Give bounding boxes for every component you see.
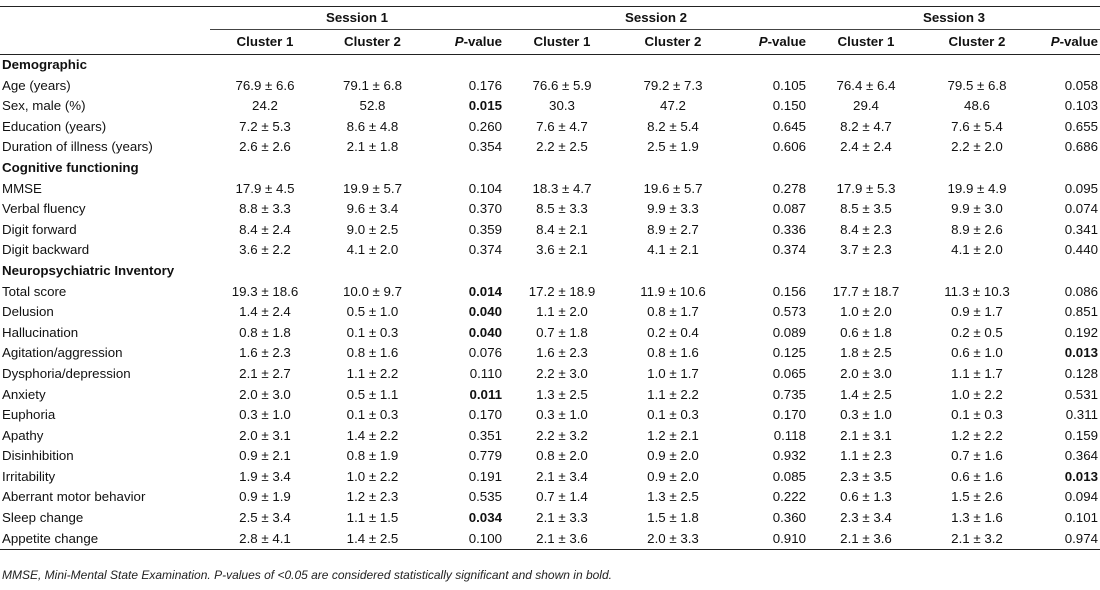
- session-2-header: Session 2: [504, 7, 808, 30]
- mean-sd-cell: 8.4 ± 2.4: [239, 221, 291, 237]
- p-value-cell: 0.100: [425, 529, 504, 550]
- mean-sd-cell: 7.2 ± 5.3: [239, 118, 291, 134]
- mean-sd-cell: 0.1 ± 0.3: [346, 407, 399, 423]
- mean-sd-cell: 2.5 ± 3.4: [239, 510, 291, 526]
- p-value-cell: 0.910: [726, 529, 808, 550]
- p-value-cell: 0.260: [468, 118, 502, 134]
- mean-sd-cell: 1.6 ± 2.3: [536, 345, 588, 361]
- mean-sd-cell: 1.9 ± 3.4: [239, 468, 291, 484]
- mean-sd-cell: 0.6 ± 1.8: [840, 324, 892, 340]
- p-value-cell: 0.655: [1064, 118, 1098, 134]
- table-row: [0, 467, 1100, 488]
- mean-sd-cell: 2.6 ± 2.6: [239, 139, 291, 155]
- row-label: Dysphoria/depression: [2, 365, 131, 381]
- mean-sd-cell: 8.9 ± 2.7: [647, 221, 699, 237]
- p-value-cell: 0.170: [468, 407, 502, 423]
- table-row: [0, 508, 1100, 529]
- mean-sd-cell: 1.1 ± 2.0: [536, 304, 588, 320]
- row-label: Agitation/aggression: [2, 345, 123, 361]
- table-row: [0, 96, 1100, 117]
- p-value-cell: 0.606: [772, 139, 806, 155]
- mean-sd-cell: 0.7 ± 1.4: [536, 489, 588, 505]
- mean-sd-cell: 1.1 ± 2.3: [840, 448, 892, 464]
- row-label: Digit backward: [2, 242, 90, 258]
- s1-pvalue-header: P-value: [425, 30, 504, 55]
- row-label: Education (years): [2, 118, 107, 134]
- table-row: [0, 487, 1100, 508]
- row-label: Digit forward: [2, 221, 77, 237]
- p-value-cell: 0.364: [1064, 448, 1098, 464]
- p-value-cell: 0.103: [1064, 98, 1098, 114]
- s3-cluster1-header: Cluster 1: [808, 30, 924, 55]
- s2-pvalue-header: P-value: [726, 30, 808, 55]
- mean-sd-cell: 48.6: [964, 98, 990, 114]
- mean-sd-cell: 79.5 ± 6.8: [947, 77, 1007, 93]
- mean-sd-cell: 1.1 ± 2.2: [647, 386, 699, 402]
- mean-sd-cell: 0.3 ± 1.0: [239, 407, 291, 423]
- row-label: Aberrant motor behavior: [2, 489, 146, 505]
- p-value-cell: 0.013: [1064, 468, 1098, 484]
- mean-sd-cell: 1.3 ± 1.6: [951, 510, 1003, 526]
- mean-sd-cell: 79.1 ± 6.8: [342, 77, 403, 93]
- p-value-cell: 0.440: [1064, 242, 1098, 258]
- mean-sd-cell: 19.9 ± 5.7: [342, 180, 403, 196]
- row-label: Duration of illness (years): [2, 139, 153, 155]
- mean-sd-cell: 2.1 ± 3.6: [504, 529, 620, 550]
- s3-cluster2-header: Cluster 2: [924, 30, 1030, 55]
- p-value-cell: 0.086: [1064, 283, 1098, 299]
- table-footnote: MMSE, Mini-Mental State Examination. P-values of <0.05 are considered statistically significant and shown in bold.: [2, 568, 612, 582]
- p-value-cell: 0.535: [468, 489, 502, 505]
- row-label: Disinhibition: [2, 448, 74, 464]
- p-value-cell: 0.034: [468, 510, 502, 526]
- mean-sd-cell: 1.1 ± 2.2: [346, 365, 399, 381]
- mean-sd-cell: 2.1 ± 3.4: [536, 468, 588, 484]
- p-value-cell: 0.065: [772, 365, 806, 381]
- mean-sd-cell: 2.3 ± 3.4: [840, 510, 892, 526]
- mean-sd-cell: 8.5 ± 3.5: [840, 201, 892, 217]
- mean-sd-cell: 1.1 ± 1.5: [346, 510, 399, 526]
- mean-sd-cell: 0.8 ± 1.8: [239, 324, 291, 340]
- mean-sd-cell: 8.9 ± 2.6: [951, 221, 1003, 237]
- mean-sd-cell: 8.6 ± 4.8: [346, 118, 399, 134]
- p-value-cell: 0.118: [773, 427, 806, 443]
- mean-sd-cell: 1.3 ± 2.5: [536, 386, 588, 402]
- mean-sd-cell: 0.7 ± 1.6: [951, 448, 1003, 464]
- mean-sd-cell: 1.3 ± 2.5: [647, 489, 699, 505]
- mean-sd-cell: 8.4 ± 2.3: [840, 221, 892, 237]
- mean-sd-cell: 4.1 ± 2.0: [951, 242, 1003, 258]
- p-value-cell: 0.370: [468, 201, 502, 217]
- table-row: [0, 426, 1100, 447]
- mean-sd-cell: 3.6 ± 2.2: [239, 242, 291, 258]
- mean-sd-cell: 0.3 ± 1.0: [536, 407, 588, 423]
- row-label: Apathy: [2, 427, 44, 443]
- mean-sd-cell: 0.2 ± 0.5: [951, 324, 1003, 340]
- p-value-cell: 0.192: [1064, 324, 1098, 340]
- p-value-cell: 0.735: [772, 386, 806, 402]
- mean-sd-cell: 0.2 ± 0.4: [647, 324, 699, 340]
- mean-sd-cell: 0.9 ± 1.7: [951, 304, 1003, 320]
- table-row: [0, 446, 1100, 467]
- table-row: [0, 240, 1100, 261]
- section-header-row: [0, 261, 1100, 282]
- p-value-cell: 0.311: [1065, 407, 1098, 423]
- row-label: Sex, male (%): [2, 98, 86, 114]
- mean-sd-cell: 3.7 ± 2.3: [840, 242, 892, 258]
- mean-sd-cell: 8.8 ± 3.3: [239, 201, 291, 217]
- session-3-header: Session 3: [808, 7, 1100, 30]
- p-value-cell: 0.095: [1064, 180, 1098, 196]
- mean-sd-cell: 0.5 ± 1.0: [346, 304, 399, 320]
- p-value-cell: 0.058: [1064, 77, 1098, 93]
- section-title: Neuropsychiatric Inventory: [2, 262, 175, 278]
- mean-sd-cell: 0.8 ± 1.7: [647, 304, 699, 320]
- s3-pvalue-header: P-value: [1030, 30, 1100, 55]
- mean-sd-cell: 11.9 ± 10.6: [640, 283, 706, 299]
- mean-sd-cell: 0.9 ± 2.0: [647, 448, 699, 464]
- section-header-row: [0, 158, 1100, 179]
- p-value-cell: 0.176: [468, 77, 502, 93]
- p-value-cell: 0.094: [1064, 489, 1098, 505]
- p-value-cell: 0.074: [1064, 201, 1098, 217]
- p-value-cell: 0.645: [772, 118, 806, 134]
- mean-sd-cell: 52.8: [359, 98, 386, 114]
- mean-sd-cell: 2.1 ± 3.2: [924, 529, 1030, 550]
- table-row: [0, 364, 1100, 385]
- mean-sd-cell: 2.0 ± 3.0: [840, 365, 892, 381]
- mean-sd-cell: 2.2 ± 2.5: [536, 139, 588, 155]
- mean-sd-cell: 9.0 ± 2.5: [346, 221, 399, 237]
- table-row: [0, 220, 1100, 241]
- mean-sd-cell: 2.1 ± 3.6: [808, 529, 924, 550]
- mean-sd-cell: 0.8 ± 1.6: [346, 345, 399, 361]
- p-value-cell: 0.341: [1064, 221, 1098, 237]
- row-label: MMSE: [2, 180, 42, 196]
- mean-sd-cell: 76.9 ± 6.6: [235, 77, 295, 93]
- mean-sd-cell: 1.4 ± 2.5: [840, 386, 892, 402]
- p-value-cell: 0.354: [468, 139, 502, 155]
- p-value-cell: 0.779: [468, 448, 502, 464]
- mean-sd-cell: 0.9 ± 2.0: [647, 468, 699, 484]
- p-value-cell: 0.104: [468, 180, 502, 196]
- p-value-cell: 0.013: [1064, 345, 1098, 361]
- mean-sd-cell: 1.1 ± 1.7: [951, 365, 1003, 381]
- row-label: Irritability: [2, 468, 56, 484]
- mean-sd-cell: 9.9 ± 3.0: [951, 201, 1003, 217]
- mean-sd-cell: 17.9 ± 5.3: [836, 180, 896, 196]
- mean-sd-cell: 0.8 ± 1.9: [346, 448, 399, 464]
- mean-sd-cell: 2.2 ± 3.2: [536, 427, 588, 443]
- mean-sd-cell: 2.2 ± 3.0: [536, 365, 588, 381]
- mean-sd-cell: 2.1 ± 2.7: [239, 365, 291, 381]
- p-value-cell: 0.105: [772, 77, 806, 93]
- p-value-cell: 0.101: [1064, 510, 1098, 526]
- mean-sd-cell: 4.1 ± 2.0: [346, 242, 399, 258]
- p-value-cell: 0.110: [469, 365, 502, 381]
- mean-sd-cell: 18.3 ± 4.7: [532, 180, 592, 196]
- table-row: [0, 323, 1100, 344]
- mean-sd-cell: 2.2 ± 2.0: [951, 139, 1003, 155]
- row-label: Total score: [2, 283, 67, 299]
- mean-sd-cell: 7.6 ± 5.4: [951, 118, 1003, 134]
- mean-sd-cell: 47.2: [660, 98, 686, 114]
- s2-cluster1-header: Cluster 1: [504, 30, 620, 55]
- p-value-cell: 0.360: [772, 510, 806, 526]
- mean-sd-cell: 7.6 ± 4.7: [536, 118, 588, 134]
- p-value-cell: 0.222: [772, 489, 806, 505]
- p-value-cell: 0.974: [1030, 529, 1100, 550]
- mean-sd-cell: 17.9 ± 4.5: [235, 180, 295, 196]
- mean-sd-cell: 1.6 ± 2.3: [239, 345, 291, 361]
- p-value-cell: 0.374: [468, 242, 502, 258]
- results-table: [0, 6, 1100, 550]
- table-row: [0, 117, 1100, 138]
- session-header-row: [0, 7, 1100, 30]
- mean-sd-cell: 76.4 ± 6.4: [836, 77, 896, 93]
- header-blank: [0, 7, 210, 30]
- row-label: Verbal fluency: [2, 201, 86, 217]
- mean-sd-cell: 0.1 ± 0.3: [346, 324, 399, 340]
- row-label: Euphoria: [2, 407, 56, 423]
- mean-sd-cell: 1.5 ± 2.6: [951, 489, 1003, 505]
- mean-sd-cell: 1.2 ± 2.2: [951, 427, 1003, 443]
- p-value-cell: 0.686: [1064, 139, 1098, 155]
- p-value-cell: 0.359: [468, 221, 502, 237]
- mean-sd-cell: 17.2 ± 18.9: [528, 283, 596, 299]
- table-row: [0, 343, 1100, 364]
- session-1-header: Session 1: [210, 7, 504, 30]
- mean-sd-cell: 1.4 ± 2.2: [346, 427, 399, 443]
- mean-sd-cell: 19.6 ± 5.7: [643, 180, 703, 196]
- p-value-cell: 0.278: [772, 180, 806, 196]
- p-value-cell: 0.085: [772, 468, 806, 484]
- table-row: [0, 529, 1100, 550]
- p-value-cell: 0.040: [468, 304, 502, 320]
- mean-sd-cell: 19.9 ± 4.9: [947, 180, 1007, 196]
- p-value-cell: 0.015: [468, 98, 502, 114]
- mean-sd-cell: 29.4: [853, 98, 879, 114]
- p-value-cell: 0.573: [772, 304, 806, 320]
- section-title: Cognitive functioning: [2, 159, 139, 175]
- table-row: [0, 137, 1100, 158]
- p-value-cell: 0.156: [772, 283, 806, 299]
- s1-cluster2-header: Cluster 2: [320, 30, 425, 55]
- mean-sd-cell: 0.6 ± 1.0: [951, 345, 1003, 361]
- mean-sd-cell: 8.5 ± 3.3: [536, 201, 588, 217]
- p-value-cell: 0.159: [1064, 427, 1098, 443]
- mean-sd-cell: 1.4 ± 2.5: [320, 529, 425, 550]
- mean-sd-cell: 8.4 ± 2.1: [536, 221, 588, 237]
- section-header-row: [0, 55, 1100, 76]
- mean-sd-cell: 8.2 ± 4.7: [840, 118, 892, 134]
- header-blank: [0, 30, 210, 55]
- p-value-cell: 0.336: [772, 221, 806, 237]
- p-value-cell: 0.191: [468, 468, 502, 484]
- p-value-cell: 0.011: [469, 386, 502, 402]
- row-label: Age (years): [2, 77, 71, 93]
- mean-sd-cell: 2.4 ± 2.4: [840, 139, 892, 155]
- row-label: Sleep change: [2, 510, 84, 526]
- mean-sd-cell: 9.6 ± 3.4: [346, 201, 399, 217]
- p-value-cell: 0.076: [468, 345, 502, 361]
- mean-sd-cell: 1.5 ± 1.8: [647, 510, 699, 526]
- mean-sd-cell: 76.6 ± 5.9: [532, 77, 592, 93]
- mean-sd-cell: 0.7 ± 1.8: [536, 324, 588, 340]
- mean-sd-cell: 24.2: [252, 98, 278, 114]
- p-value-cell: 0.089: [772, 324, 806, 340]
- mean-sd-cell: 30.3: [549, 98, 575, 114]
- table-row: [0, 302, 1100, 323]
- mean-sd-cell: 2.5 ± 1.9: [647, 139, 699, 155]
- mean-sd-cell: 2.0 ± 3.0: [239, 386, 291, 402]
- p-value-cell: 0.125: [772, 345, 806, 361]
- mean-sd-cell: 79.2 ± 7.3: [643, 77, 703, 93]
- p-value-cell: 0.087: [772, 201, 806, 217]
- mean-sd-cell: 1.0 ± 2.2: [346, 468, 399, 484]
- section-title: Demographic: [2, 57, 87, 72]
- p-value-cell: 0.531: [1064, 386, 1098, 402]
- mean-sd-cell: 0.9 ± 2.1: [239, 448, 291, 464]
- p-value-cell: 0.374: [772, 242, 806, 258]
- p-value-cell: 0.351: [468, 427, 502, 443]
- row-label: Hallucination: [2, 324, 79, 340]
- p-value-cell: 0.128: [1064, 365, 1098, 381]
- mean-sd-cell: 1.0 ± 1.7: [647, 365, 699, 381]
- mean-sd-cell: 3.6 ± 2.1: [536, 242, 588, 258]
- mean-sd-cell: 0.5 ± 1.1: [346, 386, 399, 402]
- mean-sd-cell: 0.3 ± 1.0: [840, 407, 892, 423]
- mean-sd-cell: 2.1 ± 1.8: [346, 139, 399, 155]
- table-row: [0, 179, 1100, 200]
- row-label: Delusion: [2, 304, 54, 320]
- mean-sd-cell: 17.7 ± 18.7: [832, 283, 900, 299]
- table-row: [0, 282, 1100, 303]
- mean-sd-cell: 9.9 ± 3.3: [647, 201, 699, 217]
- p-value-cell: 0.851: [1064, 304, 1098, 320]
- table-row: [0, 199, 1100, 220]
- mean-sd-cell: 19.3 ± 18.6: [231, 283, 299, 299]
- p-value-cell: 0.014: [468, 283, 502, 299]
- mean-sd-cell: 0.9 ± 1.9: [239, 489, 291, 505]
- p-value-cell: 0.170: [772, 407, 806, 423]
- mean-sd-cell: 0.6 ± 1.3: [840, 489, 892, 505]
- mean-sd-cell: 2.1 ± 3.1: [840, 427, 892, 443]
- mean-sd-cell: 2.8 ± 4.1: [210, 529, 320, 550]
- row-label: Anxiety: [2, 386, 46, 402]
- mean-sd-cell: 1.0 ± 2.0: [840, 304, 892, 320]
- mean-sd-cell: 1.2 ± 2.1: [647, 427, 699, 443]
- mean-sd-cell: 1.0 ± 2.2: [951, 386, 1003, 402]
- mean-sd-cell: 0.8 ± 2.0: [536, 448, 588, 464]
- mean-sd-cell: 2.3 ± 3.5: [840, 468, 892, 484]
- table-row: [0, 76, 1100, 97]
- table-body: [0, 55, 1100, 550]
- mean-sd-cell: 1.2 ± 2.3: [346, 489, 399, 505]
- table-row: [0, 405, 1100, 426]
- mean-sd-cell: 1.8 ± 2.5: [840, 345, 892, 361]
- mean-sd-cell: 8.2 ± 5.4: [647, 118, 699, 134]
- mean-sd-cell: 4.1 ± 2.1: [647, 242, 699, 258]
- column-header-row: [0, 30, 1100, 55]
- mean-sd-cell: 0.1 ± 0.3: [951, 407, 1003, 423]
- mean-sd-cell: 2.0 ± 3.1: [239, 427, 291, 443]
- mean-sd-cell: 10.0 ± 9.7: [342, 283, 403, 299]
- mean-sd-cell: 2.0 ± 3.3: [620, 529, 726, 550]
- mean-sd-cell: 1.4 ± 2.4: [239, 304, 291, 320]
- mean-sd-cell: 2.1 ± 3.3: [536, 510, 588, 526]
- p-value-cell: 0.932: [772, 448, 806, 464]
- mean-sd-cell: 0.6 ± 1.6: [951, 468, 1003, 484]
- row-label: Appetite change: [0, 529, 210, 550]
- s2-cluster2-header: Cluster 2: [620, 30, 726, 55]
- s1-cluster1-header: Cluster 1: [210, 30, 320, 55]
- mean-sd-cell: 11.3 ± 10.3: [944, 283, 1010, 299]
- p-value-cell: 0.150: [772, 98, 806, 114]
- p-value-cell: 0.040: [468, 324, 502, 340]
- mean-sd-cell: 0.1 ± 0.3: [647, 407, 699, 423]
- mean-sd-cell: 0.8 ± 1.6: [647, 345, 699, 361]
- table-row: [0, 385, 1100, 406]
